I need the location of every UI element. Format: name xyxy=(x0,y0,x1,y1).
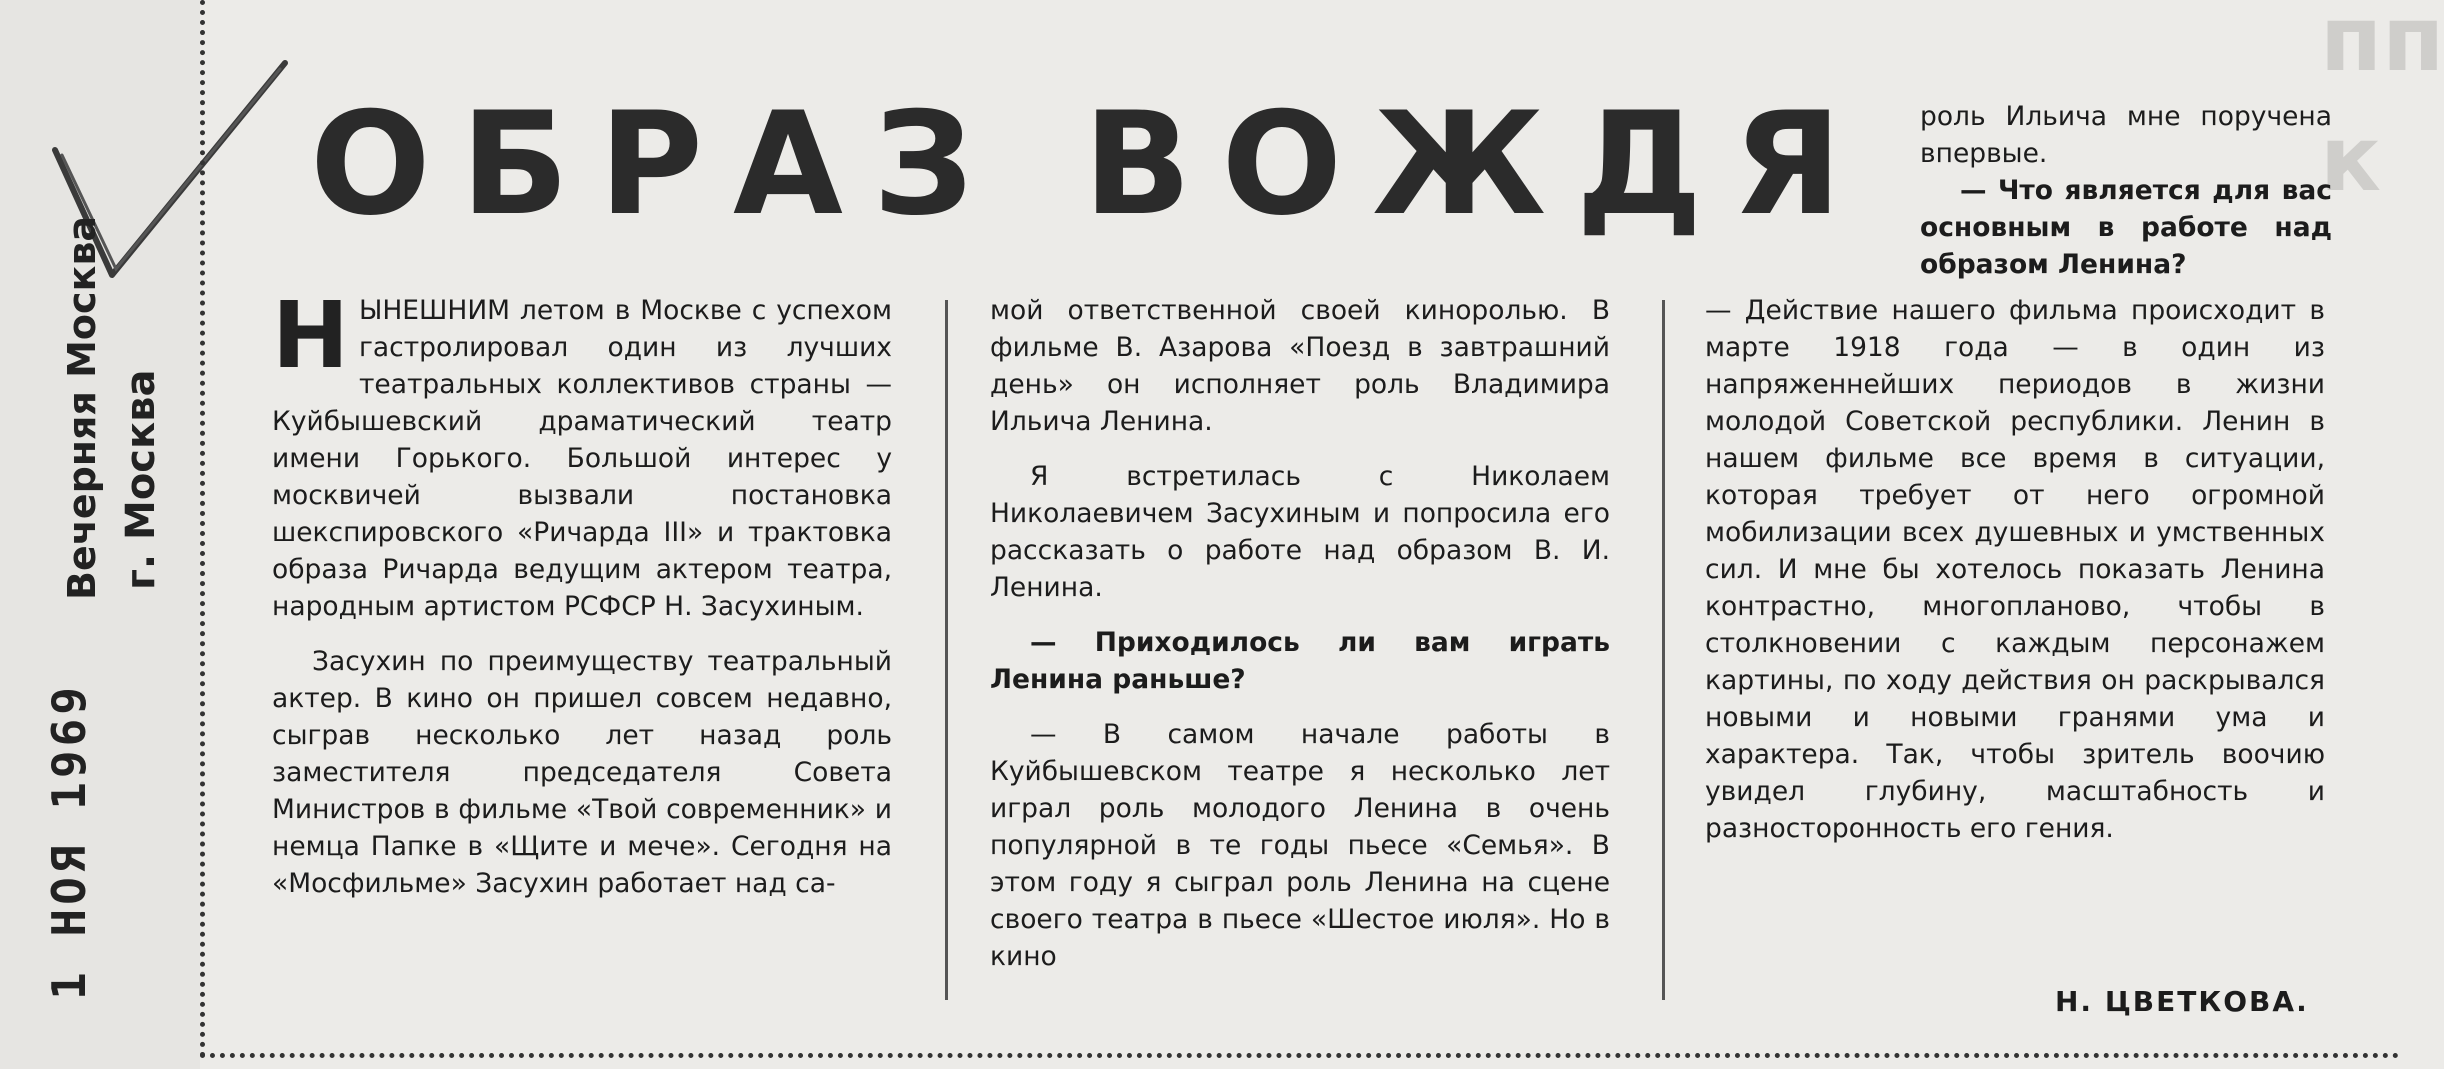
column-2 xyxy=(990,292,1610,975)
paragraph: мой ответственной своей киноролью. В фильме В. Азарова «Поезд в завтрашний день» он исполняет роль Владимира Ильича Ленина. xyxy=(990,295,1610,437)
paragraph: Я встретилась с Николаем Николаевичем Засухиным и попросила его рассказать о работе над образом В. И. Ленина. xyxy=(990,461,1610,603)
column-1 xyxy=(272,282,892,902)
interview-question: — Приходилось ли вам играть Ленина раньше? xyxy=(990,627,1610,695)
interview-question: — Что является для вас основным в работе над образом Ленина? xyxy=(1920,175,2332,280)
paragraph: роль Ильича мне поручена впервые. xyxy=(1920,101,2332,169)
paragraph: — В самом начале работы в Куйбышевском театре я несколько лет играл роль молодого Ленина в очень популярной в те годы пьесе «Семья». В этом году я сыграл роль Ленина на сцене своего театра в пьесе «Шестое июля». Но в кино xyxy=(990,719,1610,972)
stamp-city: г. Москва xyxy=(118,369,164,590)
archive-stamp-area xyxy=(0,0,200,1069)
column-divider xyxy=(1662,300,1665,1000)
paragraph: — Действие нашего фильма происходит в марте 1918 года — в один из напряженнейших периодов в жизни молодой Советской республики. Ленин в нашем фильме все время в ситуации, которая требует от него огромной мобилизации всех душевных и умственных сил. И мне бы хотелось показать Ленина контрастно, многопланово, чтобы в столкновении с каждым персонажем картины, по ходу действия он раскрывался новыми и новыми гранями ума и характера. Так, чтобы зритель воочию увидел глубину, масштабность и разносторонность его гения. xyxy=(1705,295,2325,844)
author-signature: Н. ЦВЕТКОВА. xyxy=(2055,985,2309,1018)
paragraph: ЫНЕШНИМ летом в Москве с успехом гастролировал один из лучших театральных коллективов страны — Куйбышевский драматический театр имени Горького. Большой интерес у москвичей вызвали постановка шекспировского «Ричарда III» и трактовка образа Ричарда ведущим актером театра, народным артистом РСФСР Н. Засухиным. xyxy=(272,295,892,622)
adjacent-article-fragment: пп к xyxy=(2320,0,2444,212)
stamp-date: 1 НОЯ 1969 xyxy=(42,683,96,1000)
drop-cap: Н xyxy=(272,282,349,389)
paragraph: Засухин по преимуществу театральный актер. В кино он пришел совсем недавно, сыграв несколько лет назад роль заместителя председателя Совета Министров в фильме «Твой современник» и немца Папке в «Щите и мече». Сегодня на «Мосфильме» Засухин работает над са- xyxy=(272,646,892,899)
column-3-top xyxy=(1920,98,2332,283)
headline: ОБРАЗ ВОЖДЯ xyxy=(310,82,1872,247)
column-divider xyxy=(945,300,948,1000)
column-3 xyxy=(1705,292,2325,847)
stamp-newspaper: Вечерняя Москва xyxy=(60,215,104,600)
